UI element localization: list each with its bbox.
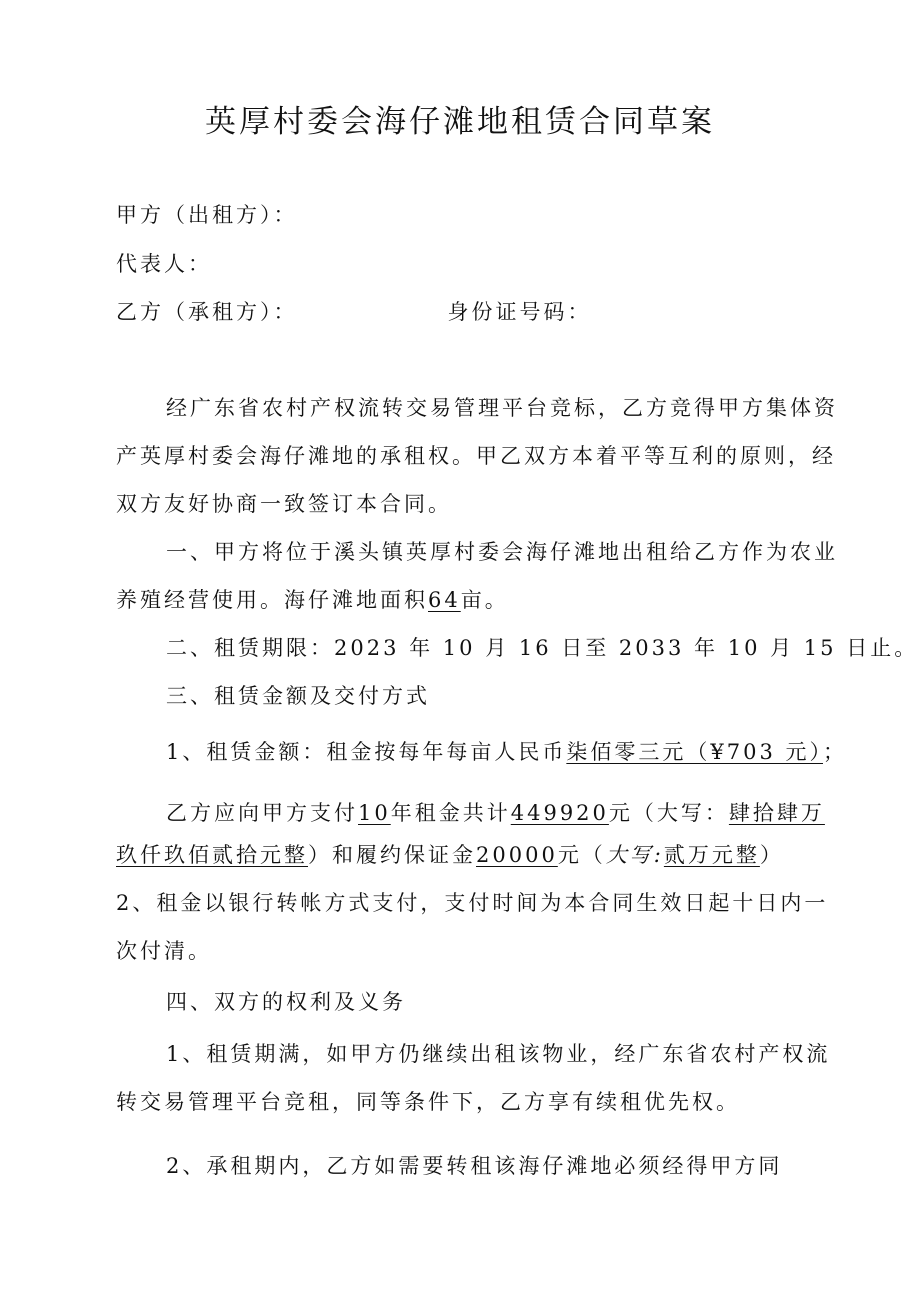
land-area-value: 64 xyxy=(428,588,461,612)
party-b-label: 乙方（承租方）： xyxy=(116,300,298,324)
clause-3-1-rent: 1、租赁金额：租金按每年每亩人民币柒佰零三元（¥703 元）； xyxy=(166,740,847,764)
rent-per-mu-amount: 柒佰零三元（¥703 元） xyxy=(566,740,823,764)
clause-3-2-line-1: 2、租金以银行转帐方式支付，支付时间为本合同生效日起十日内一 xyxy=(116,891,829,915)
clause-3-2-line-2: 次付清。 xyxy=(116,939,212,963)
deposit-words-label: 大写: xyxy=(605,843,664,867)
preamble-line-1: 经广东省农村产权流转交易管理平台竞标，乙方竞得甲方集体资 xyxy=(166,396,838,420)
id-number-label: 身份证号码： xyxy=(447,300,592,324)
payment-line-1: 乙方应向甲方支付10年租金共计449920元（大写：肆拾肆万 xyxy=(166,801,825,825)
party-b-line xyxy=(116,296,592,326)
representative-line xyxy=(116,248,212,278)
deposit-words: 贰万元整 xyxy=(663,843,760,867)
clause-4-heading: 四、双方的权利及义务 xyxy=(166,990,406,1014)
representative-label: 代表人： xyxy=(116,252,212,276)
clause-1-line-2: 养殖经营使用。海仔滩地面积64亩。 xyxy=(116,588,509,612)
clause-1-line-1: 一、甲方将位于溪头镇英厚村委会海仔滩地出租给乙方作为农业 xyxy=(166,540,838,564)
preamble-line-3: 双方友好协商一致签订本合同。 xyxy=(116,492,452,516)
clause-4-1-line-1: 1、租赁期满，如甲方仍继续出租该物业，经广东省农村产权流 xyxy=(166,1042,831,1066)
clause-4-1-line-2: 转交易管理平台竞租，同等条件下，乙方享有续租优先权。 xyxy=(116,1090,740,1114)
preamble-line-2: 产英厚村委会海仔滩地的承租权。甲乙双方本着平等互利的原则，经 xyxy=(116,444,836,468)
payment-line-2: 玖仟玖佰贰拾元整）和履约保证金20000元（大写:贰万元整） xyxy=(116,843,784,867)
document-title: 英厚村委会海仔滩地租赁合同草案 xyxy=(205,104,715,140)
deposit-amount: 20000 xyxy=(476,843,558,867)
payment-total: 449920 xyxy=(510,801,609,825)
payment-years: 10 xyxy=(358,801,391,825)
clause-2-term: 二、租赁期限：2023 年 10 月 16 日至 2033 年 10 月 15 日止。 xyxy=(166,636,919,660)
party-a-label: 甲方（出租方）： xyxy=(116,203,298,227)
clause-3-heading: 三、租赁金额及交付方式 xyxy=(166,684,430,708)
payment-total-words-part-2: 玖仟玖佰贰拾元整 xyxy=(116,843,308,867)
payment-total-words-part-1: 肆拾肆万 xyxy=(728,801,825,825)
party-a-line xyxy=(116,199,298,229)
clause-4-2-line-1: 2、承租期内，乙方如需要转租该海仔滩地必须经得甲方同 xyxy=(166,1154,783,1178)
